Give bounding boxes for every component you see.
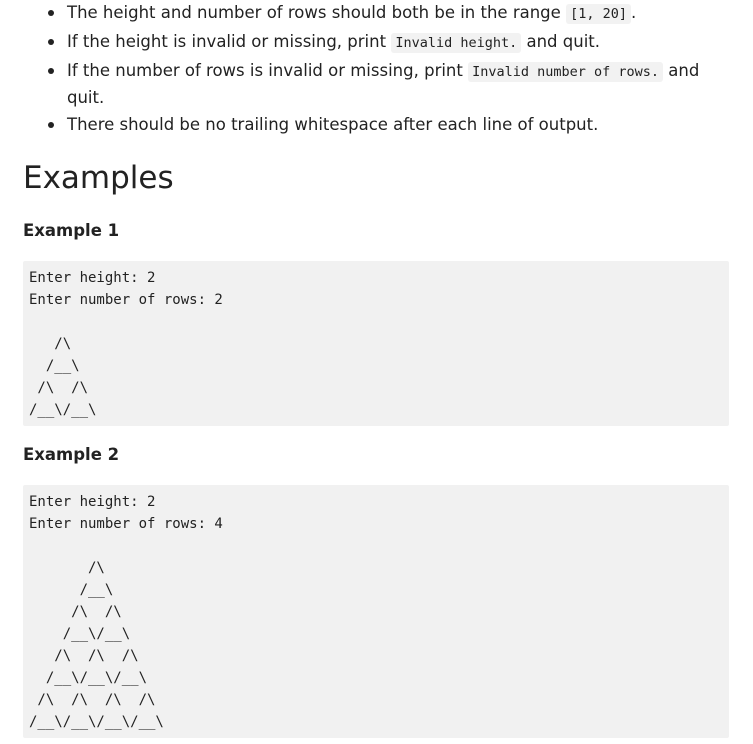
rule-text: .: [630, 3, 637, 22]
list-item: [67, 29, 722, 56]
example-1-title: Example 1: [23, 221, 120, 240]
rule-text: The height and number of rows should both be in the range: [67, 3, 567, 22]
example-2-output: Enter height: 2 Enter number of rows: 4 /\ /__\ /\ /\ /__\/__\ /\ /\ /\ /__\/__\/__\ /\ /\ /\ /\ /__\/__\/__\/__\: [23, 485, 729, 738]
list-item: [67, 0, 722, 27]
inline-code: [1, 20]: [566, 4, 631, 24]
bullet-icon: [48, 122, 54, 128]
bullet-icon: [48, 39, 54, 45]
list-item: [67, 112, 722, 137]
rule-text: If the number of rows is invalid or missing, print: [67, 61, 469, 80]
rule-text: If the height is invalid or missing, print: [67, 32, 392, 51]
inline-code: Invalid number of rows.: [468, 62, 663, 82]
bullet-icon: [48, 68, 54, 74]
example-1-output: Enter height: 2 Enter number of rows: 2 /\ /__\ /\ /\ /__\/__\: [23, 261, 729, 426]
bullet-icon: [48, 10, 54, 16]
rule-text: There should be no trailing whitespace after each line of output.: [67, 115, 599, 134]
inline-code: Invalid height.: [391, 33, 521, 53]
rule-text: and quit.: [67, 61, 700, 107]
examples-heading: Examples: [23, 160, 174, 196]
rule-text: and quit.: [521, 32, 600, 51]
example-2-title: Example 2: [23, 445, 120, 464]
list-item: [67, 58, 722, 110]
